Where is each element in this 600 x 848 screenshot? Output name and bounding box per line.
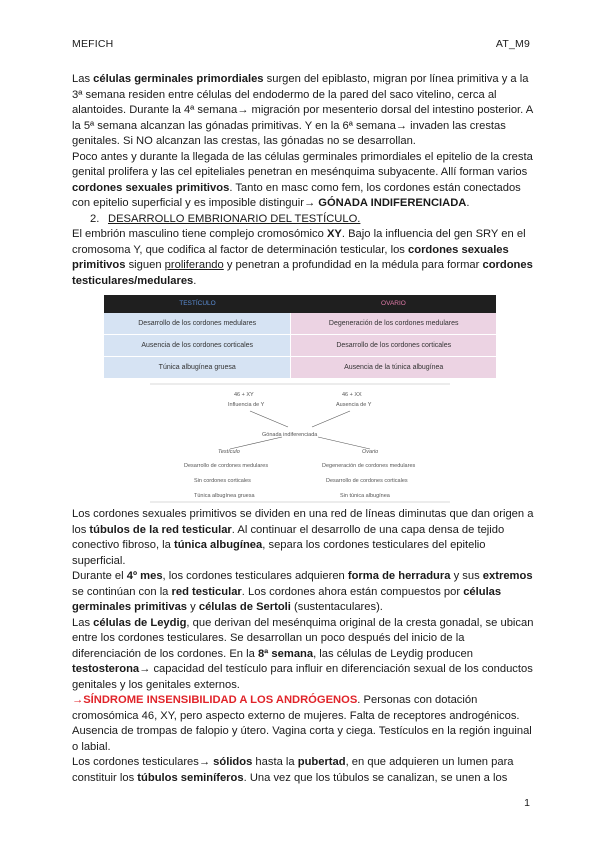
paragraph-germ-cells: Las células germinales primordiales surgen del epiblasto, migran por línea primitiva y a la 3ª semana residen entre células del endodermo de la pared del saco vitelino, cerca al alantoides. Durante la 4ª semana→ migración por mesenterio dorsal del intestino posterior. A la 5ª semana alcanzan las gónadas primitivas. Y en la 6ª semana→ invaden las crestas genitales. Si NO alcanzan las crestas, las gónadas no se desarrollan. — [72, 73, 533, 147]
paragraph-rete-testis: Los cordones sexuales primitivos se dividen en una red de líneas diminutas que dan origen a los túbulos de la red testicular. Al continuar el desarrollo de una capa densa de tejido conectivo fibroso, la túnica albugínea, separa los cordones testiculares del epitelio superficial. — [72, 508, 534, 567]
diagram-right-item: Desarrollo de cordones corticales — [326, 478, 408, 484]
header-left: MEFICH — [72, 38, 114, 50]
table-cell: Túnica albugínea gruesa — [104, 357, 291, 379]
diagram-left-item: Sin cordones corticales — [194, 478, 251, 484]
table-cell: Ausencia de los cordones corticales — [104, 335, 291, 357]
diagram-left-branch: Testículo — [218, 449, 240, 455]
paragraph-xy-embryo: El embrión masculino tiene complejo cromosómico XY. Bajo la influencia del gen SRY en el cromosoma Y, que codifica al factor de determinación testicular, los cordones sexuales primitivos siguen proliferando y penetran a profundidad en la médula para formar cordones testiculares/medulares. — [72, 228, 533, 287]
table-header-ovary: OVARIO — [291, 295, 496, 313]
table-row — [104, 335, 496, 357]
table-cell: Desarrollo de los cordones medulares — [104, 313, 291, 335]
paragraph-leydig-cells: Las células de Leydig, que derivan del mesénquima original de la cresta gonadal, se ubican entre los cordones testiculares. Se desarrollan un poco después del inicio de la diferenciación de los cordones. En la 8ª semana, las células de Leydig producen testosterona→ capacidad del testículo para influir en diferenciación sexual de los conductos genitales y los genitales externos. — [72, 616, 534, 691]
comparison-table-figure — [104, 295, 496, 379]
table-header-testis: TESTÍCULO — [104, 295, 291, 313]
gonad-differentiation-diagram — [150, 383, 450, 503]
section-heading: 2. DESARROLLO EMBRIONARIO DEL TESTÍCULO. — [90, 212, 361, 225]
paragraph-androgen-insensitivity: →SÍNDROME INSENSIBILIDAD A LOS ANDRÓGENOS. Personas con dotación cromosómica 46, XY, pero aspecto externo de mujeres. Falta de receptores androgénicos. Ausencia de trompas de falopio y útero. Vagina corta y ciega. Testículos en la región inguinal o labial. — [72, 694, 532, 753]
comparison-table — [104, 295, 496, 379]
diagram-right-item: Sin túnica albugínea — [340, 493, 390, 499]
syndrome-title: →SÍNDROME INSENSIBILIDAD A LOS ANDRÓGENOS — [72, 694, 358, 706]
table-row — [104, 357, 496, 379]
table-row — [104, 313, 496, 335]
paragraph-fourth-month: Durante el 4º mes, los cordones testiculares adquieren forma de herradura y sus extremos se continúan con la red testicular. Los cordones ahora están compuestos por células germinales primitivas y células de Sertoli (sustentaculares). — [72, 570, 533, 613]
diagram-left-item: Desarrollo de cordones medulares — [184, 463, 269, 469]
header-right: AT_M9 — [495, 38, 530, 50]
table-cell: Degeneración de los cordones medulares — [291, 313, 496, 335]
diagram-right-branch: Ovario — [362, 449, 379, 455]
diagram-right-sub: Ausencia de Y — [336, 402, 372, 408]
diagram-left-item: Túnica albugínea gruesa — [194, 493, 255, 499]
diagram-right-top: 46 + XX — [342, 392, 362, 398]
table-cell: Desarrollo de los cordones corticales — [291, 335, 496, 357]
table-cell: Ausencia de la túnica albugínea — [291, 357, 496, 379]
diagram-right-item: Degeneración de cordones medulares — [322, 463, 416, 469]
page-number: 1 — [524, 797, 530, 809]
diagram-left-sub: Influencia de Y — [228, 402, 265, 408]
paragraph-sex-cords: Poco antes y durante la llegada de las células germinales primordiales el epitelio de la cresta genital prolifera y las cel epiteliales penetran en mesénquima subyacente. Allí forman varios cordones sexuales primitivos. Tanto en masc como fem, los cordones están conectados con epitelio superficial y es imposible distinguir→ GÓNADA INDIFERENCIADA. — [72, 150, 533, 209]
paragraph-seminiferous-tubules: Los cordones testiculares→ sólidos hasta la pubertad, en que adquieren un lumen para constituir los túbulos seminíferos. Una vez que los túbulos se canalizan, se unen a los — [72, 756, 514, 784]
document-body — [72, 72, 534, 786]
diagram-center: Gónada indiferenciada — [262, 432, 318, 438]
diagram-left-top: 46 + XY — [234, 392, 254, 398]
